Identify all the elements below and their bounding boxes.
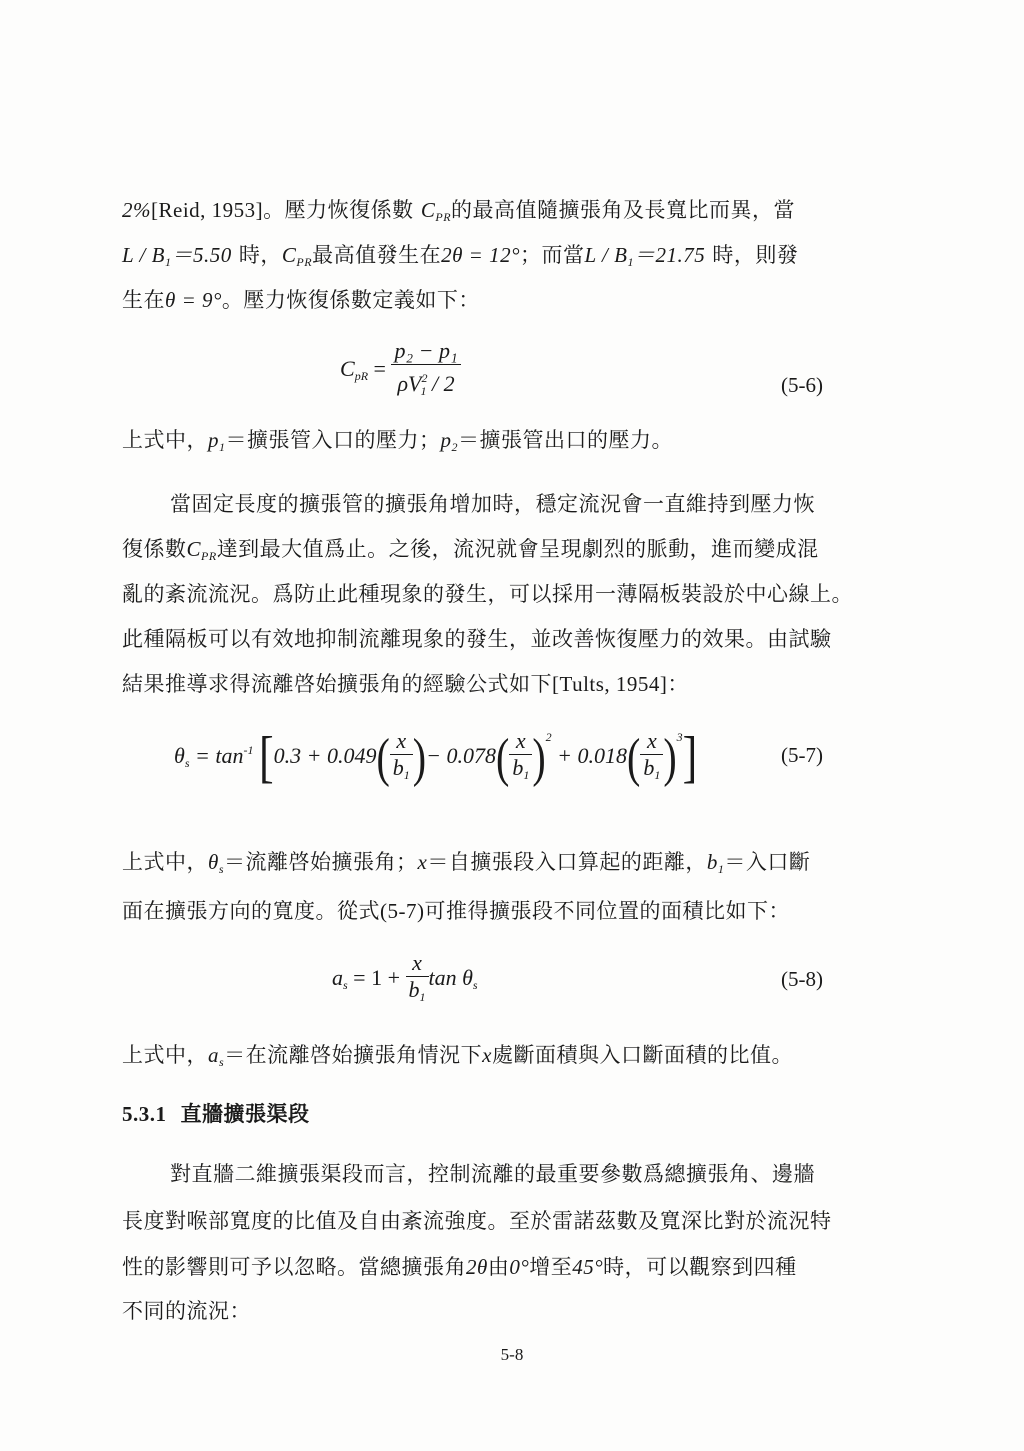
- text-line-10: 上式中，$\theta_s=$流離啓始擴張角；x＝自擴張段入口算起的距離，$b_1=$入口斷: [122, 850, 811, 876]
- equation-number-5-7: (5-7): [781, 743, 823, 767]
- text-line-8: 此種隔板可以有效地抑制流離現象的發生，並改善恢復壓力的效果。由試驗: [122, 627, 832, 651]
- equation-5-7: $\theta_s = \tan^{-1} [0.3 + 0.049$( $\frac{x}{b_1}$ )− 0.078( $\frac{x}{b_1}$ )$^2$ + 0.018( $\frac{x}{b_1}$ )$^3$]: [174, 725, 698, 790]
- equation-number-5-8: (5-8): [781, 967, 823, 991]
- text-line-9: 結果推導求得流離啓始擴張角的經驗公式如下[Tults, 1954]：: [122, 672, 689, 696]
- text-line-3: 生在θ = 9°。壓力恢復係數定義如下：: [122, 288, 480, 312]
- text-line-4: 上式中，$p_1=$擴張管入口的壓力；$p_2=$擴張管出口的壓力。: [122, 428, 673, 454]
- page-number: 5-8: [500, 1345, 524, 1364]
- text-line-1: 2%[Reid, 1953]。壓力恢復係數 $C_{PR}$的最高值隨擴張角及長寬比而異，當: [122, 198, 796, 224]
- equation-number-5-6: (5-6): [781, 373, 823, 397]
- equation-5-6: $C_{pR}$ = $\frac{\text{p₂ − p₁}}{\rho V^2_1 / 2}$: [340, 338, 461, 404]
- text-line-7: 亂的紊流流況。爲防止此種現象的發生，可以採用一薄隔板裝設於中心線上。: [122, 582, 853, 606]
- text-line-17: 不同的流況：: [122, 1299, 251, 1323]
- fraction: $\frac{\text{p₂ − p₁}}{\rho V^2_1 / 2}$: [391, 338, 460, 404]
- text-line-12: 上式中，$a_s=$在流離啓始擴張角情況下x處斷面積與入口斷面積的比值。: [122, 1043, 793, 1069]
- text-line-2: $L / B_1=5.50$ 時，$C_{PR}$最高值發生在2θ = 12°；而當$L / B_1=21.75$ 時，則發: [122, 243, 799, 269]
- section-heading: 5.3.1 直牆擴張渠段: [122, 1102, 310, 1126]
- text-line-16: 性的影響則可予以忽略。當總擴張角2θ由0°增至45°時，可以觀察到四種: [122, 1255, 797, 1279]
- text-line-6: 復係數$C_{PR}$達到最大值爲止。之後，流況就會呈現劇烈的脈動，進而變成混: [122, 537, 819, 563]
- text-line-5: 當固定長度的擴張管的擴張角增加時，穩定流況會一直維持到壓力恢: [170, 492, 815, 516]
- text-line-15: 長度對喉部寬度的比值及自由紊流強度。至於雷諾茲數及寬深比對於流況特: [122, 1209, 832, 1233]
- text-line-14: 對直牆二維擴張渠段而言，控制流離的最重要參數爲總擴張角、邊牆: [170, 1162, 815, 1186]
- equation-5-8: $a_s = 1$ + $\frac{x}{b_1}$ $\tan \theta_s$: [332, 950, 478, 1004]
- text-line-11: 面在擴張方向的寬度。從式(5-7)可推得擴張段不同位置的面積比如下：: [122, 899, 790, 923]
